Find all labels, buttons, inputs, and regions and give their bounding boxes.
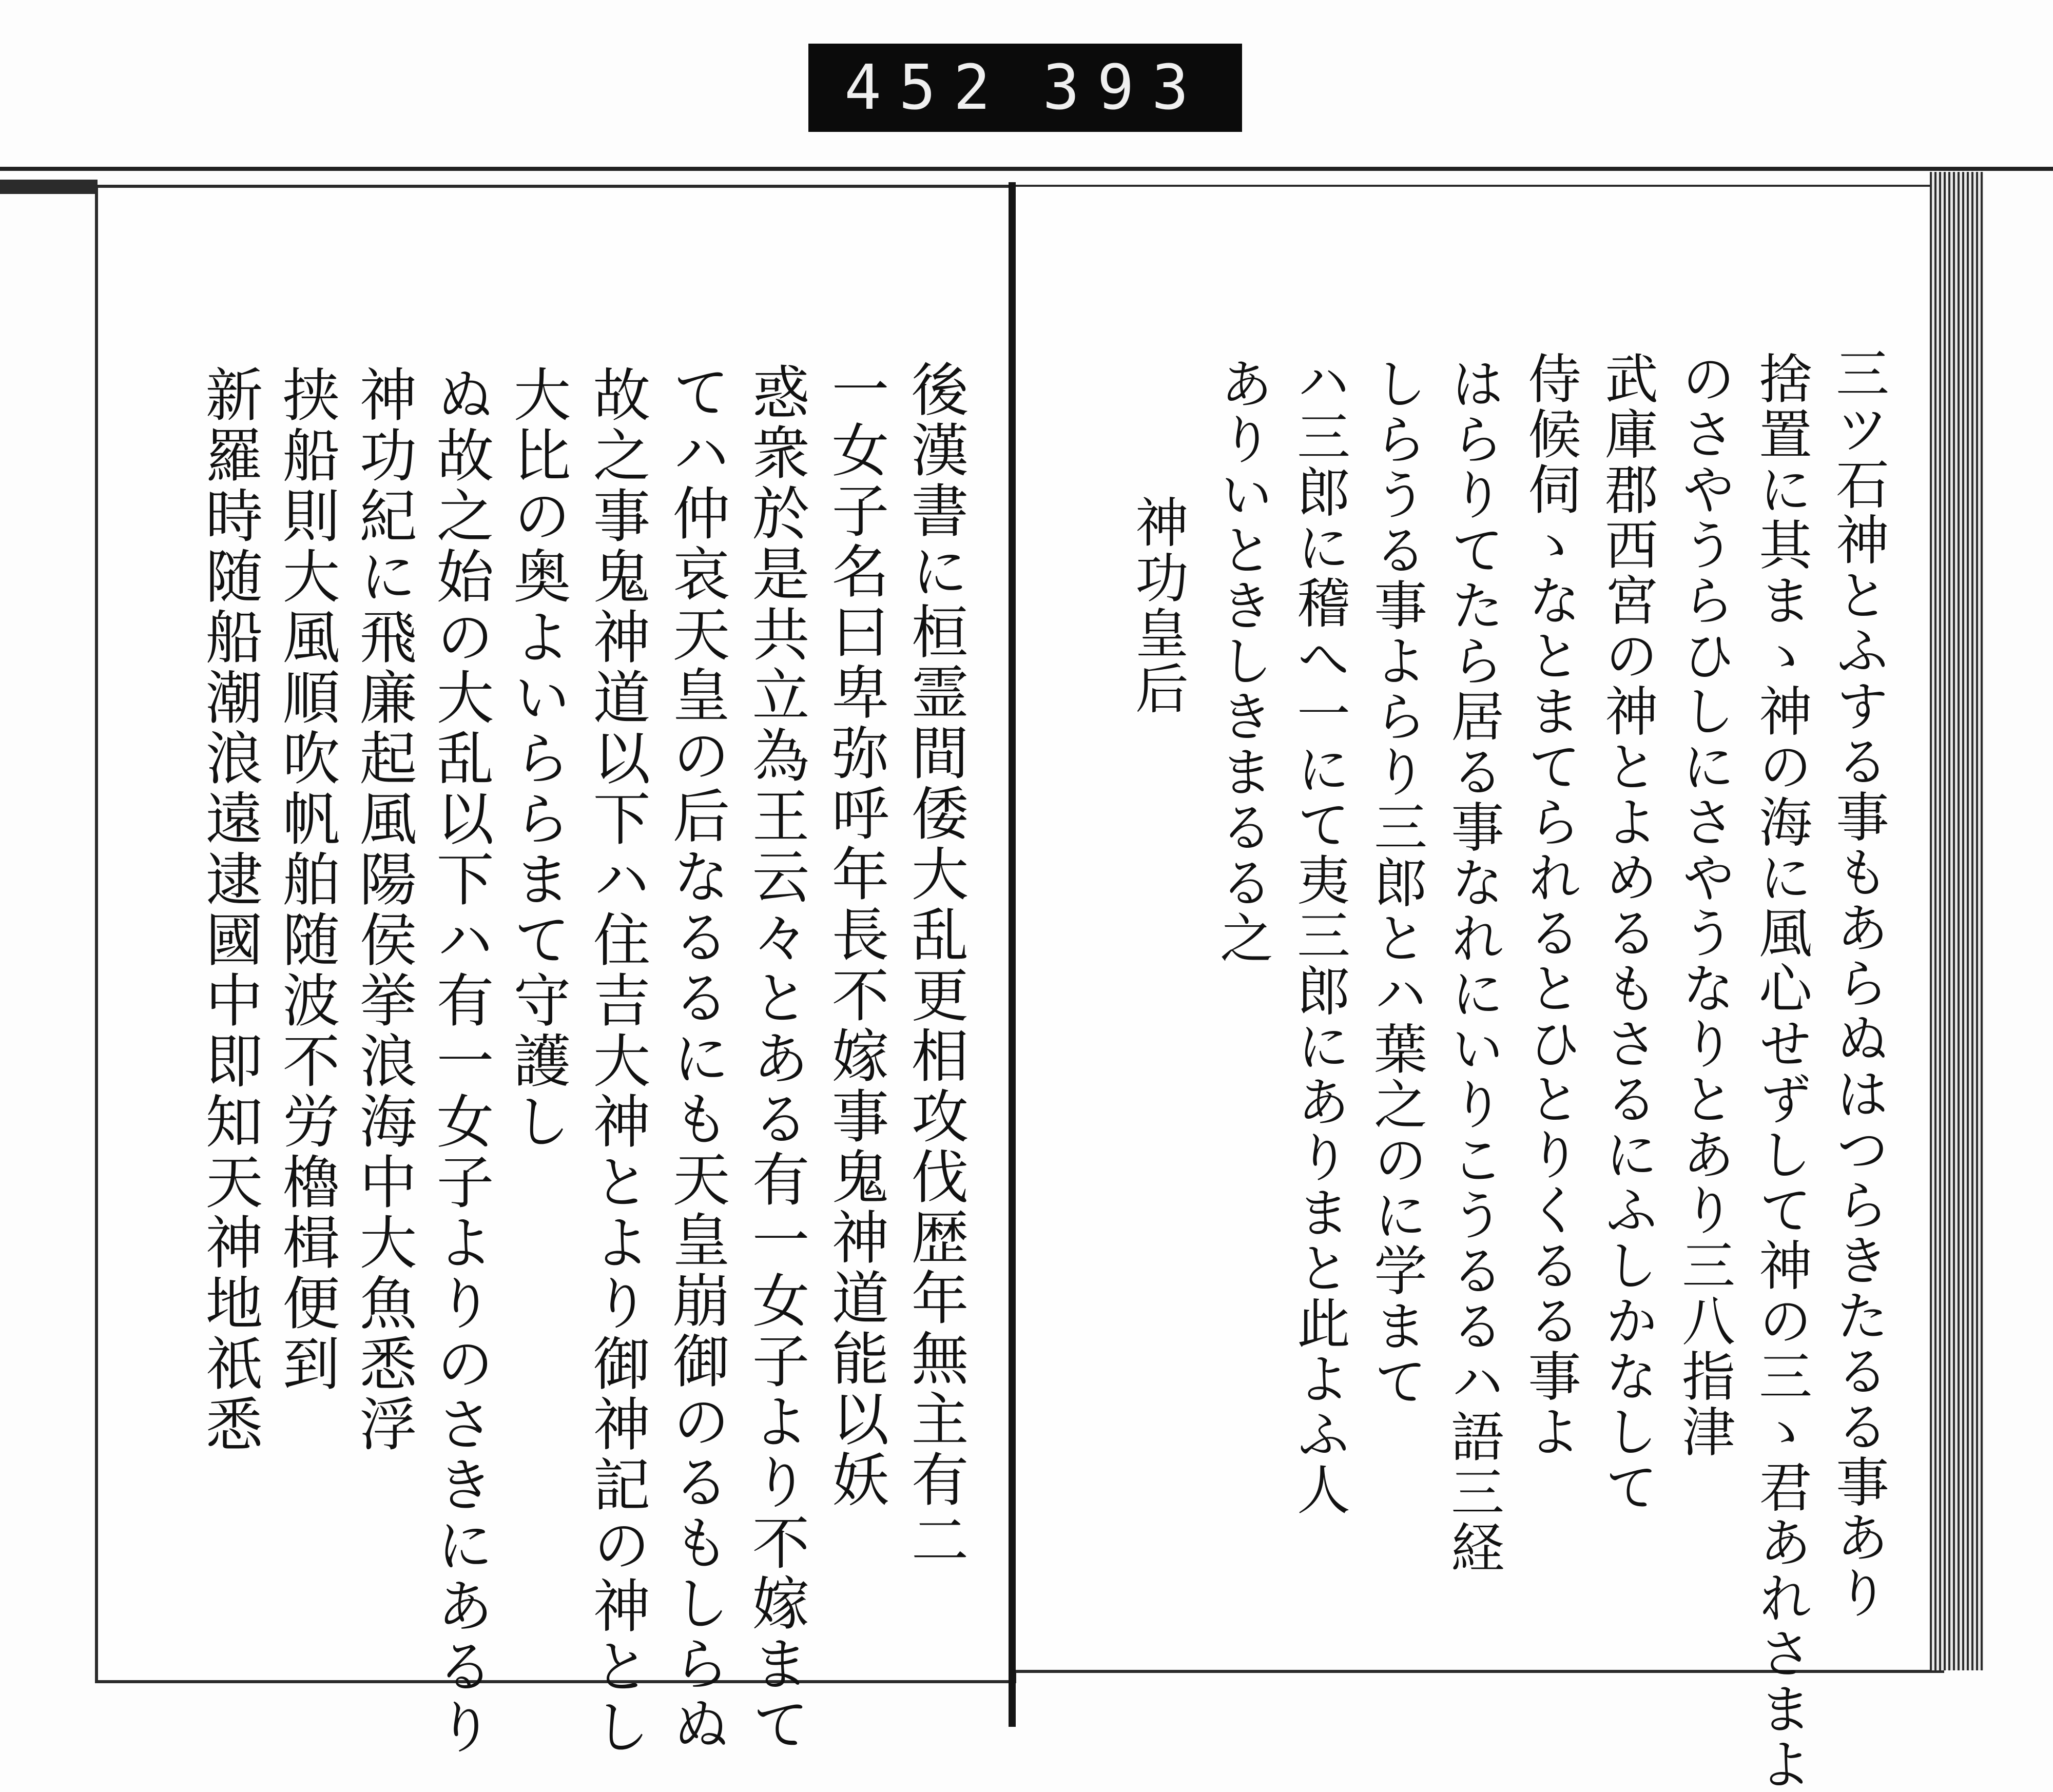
left-page-column-6: 大比の奥よいららまて守護し [504, 365, 571, 1152]
right-page-column-9: ありいときしきまるる之 [1211, 356, 1273, 966]
left-page-column-3: 惑衆於是共立為王云々とある有一女子より不嫁まて [743, 362, 809, 1755]
left-page-column-8: 神功紀に飛廉起風陽侯挙浪海中大魚悉浮 [350, 365, 417, 1455]
left-page [95, 185, 1016, 1758]
film-frame-number-label [808, 44, 1242, 132]
left-page-column-4: てハ仲哀天皇の后なるるにも天皇崩御のるもしらぬ [663, 362, 730, 1755]
left-page-column-7: ぬ故之始の大乱以下ハ有一女子よりのさきにあるり [427, 365, 494, 1758]
right-page-column-8: ハ三郎に稽へ一にて夷三郎にありまと此よふ人 [1288, 354, 1350, 1517]
book-top-edge [0, 167, 2053, 171]
left-page-column-5: 故之事鬼神道以下ハ住吉大神とより御神記の神とし [584, 365, 650, 1758]
frame-number-right: 393 [1042, 52, 1206, 124]
right-page-column-6: はらりてたら居る事なれにいりこうるるハ語三経 [1442, 356, 1504, 1575]
right-page-column-2: 捨置に其まゝ神の海に風心せずして神の三ゝ君あれさまよ [1750, 351, 1812, 1792]
right-page-column-7: しらうる事よらり三郎とハ葉之のに学まて [1365, 356, 1427, 1409]
right-page-column-1: 三ツ石神とふする事もあらぬはつらきたるる事あり [1827, 346, 1889, 1621]
right-page-section-heading: 神功皇后 [1126, 495, 1189, 716]
frame-number-left: 452 [844, 52, 1008, 124]
left-page-column-2: 一女子名曰卑弥呼年長不嫁事鬼神道能以妖 [822, 360, 889, 1510]
right-page-column-3: のさやうらひしにさやうなりとあり三八指津 [1673, 351, 1735, 1459]
right-page [1015, 185, 1944, 1792]
book-spine [1009, 182, 1016, 1727]
page-edges-stack [1930, 172, 1984, 1670]
right-page-column-4: 武庫郡西宮の神とよめるもさるにふしかなして [1596, 351, 1658, 1515]
left-page-column-1: 後漢書に桓霊間倭大乱更相攻伐歴年無主有二 [902, 360, 969, 1571]
right-page-column-5: 侍候伺ゝなとまてられるとひとりくるる事よ [1519, 351, 1581, 1459]
left-page-column-9: 挟船則大風順吹帆舶随波不労櫓楫便到 [273, 365, 340, 1394]
left-page-column-10: 新羅時随船潮浪遠逮國中即知天神地祇悉 [196, 365, 263, 1455]
book-left-shadow [0, 180, 98, 194]
